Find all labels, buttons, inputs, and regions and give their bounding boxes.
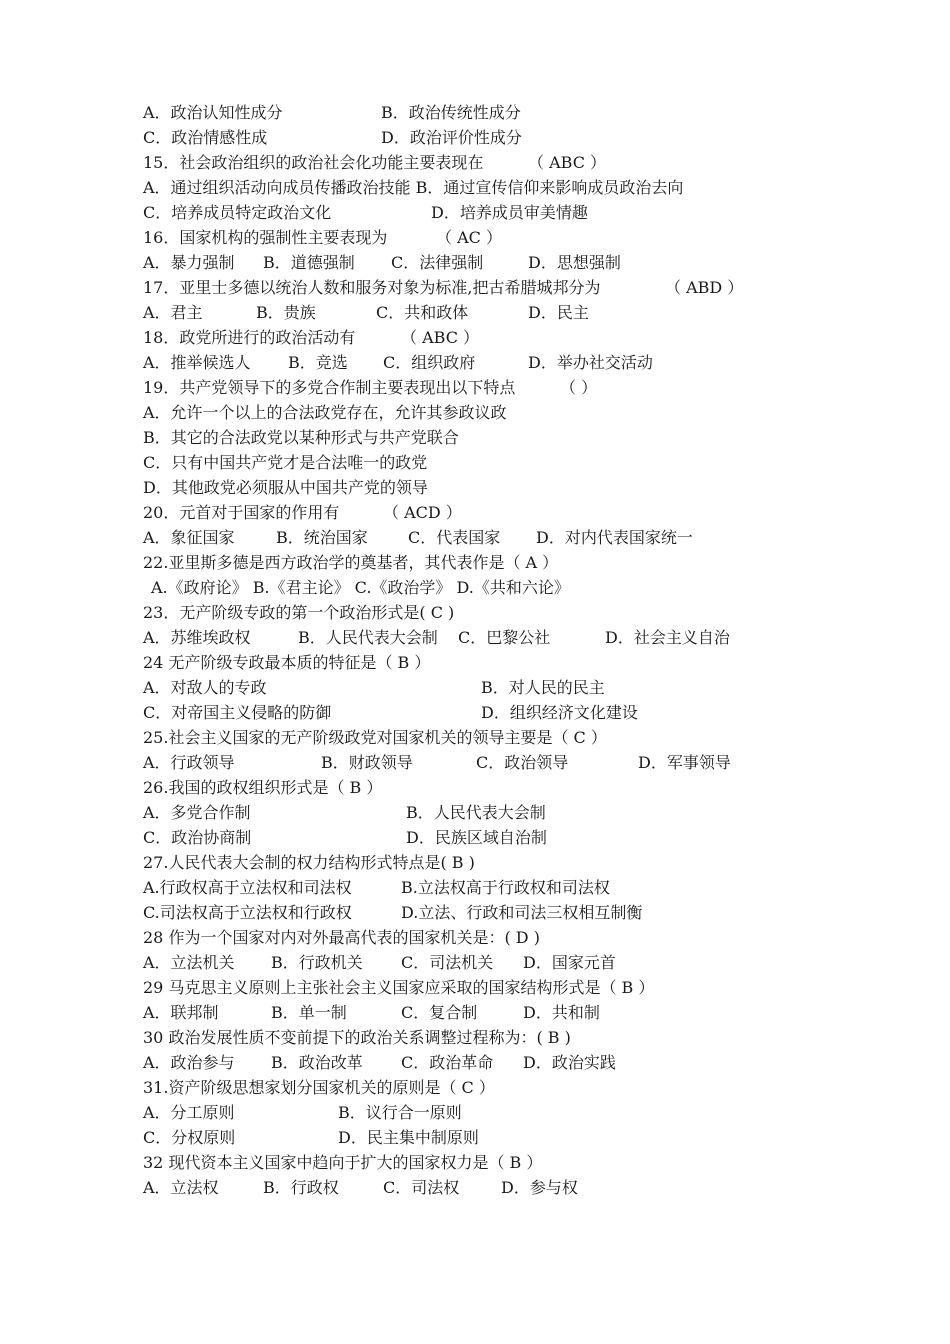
question-text: 23．无产阶级专政的第一个政治形式是( C ) (143, 603, 455, 622)
option-c: C．只有中国共产党才是合法唯一的政党 (143, 453, 428, 472)
options-ab: A．通过组织活动向成员传播政治技能 B．通过宣传信仰来影响成员政治去向 (143, 178, 684, 197)
option-b: B．人民代表大会制 (298, 628, 438, 647)
option-d: D．共和制 (523, 1003, 600, 1022)
option-c: C．法律强制 (391, 253, 484, 272)
question-text: 20．元首对于国家的作用有 (143, 503, 340, 522)
option-c: C.司法权高于立法权和行政权 (143, 903, 352, 922)
option-c: C．政治革命 (401, 1053, 494, 1072)
option-c: C．代表国家 (408, 528, 501, 547)
option-d: D．其他政党必须服从中国共产党的领导 (143, 478, 428, 497)
question-text: 16．国家机构的强制性主要表现为 (143, 228, 388, 247)
option-d: D．民主集中制原则 (338, 1128, 479, 1147)
option-d: D．对内代表国家统一 (536, 528, 693, 547)
option-a: A．分工原则 (143, 1103, 235, 1122)
option-d: D．政治评价性成分 (381, 128, 522, 147)
option-a: A.行政权高于立法权和司法权 (143, 878, 352, 897)
question-text: 32 现代资本主义国家中趋向于扩大的国家权力是（ B ） (143, 1153, 543, 1172)
option-a: A．推举候选人 (143, 353, 251, 372)
option-d: D．社会主义自治 (605, 628, 730, 647)
option-b: B．单一制 (271, 1003, 347, 1022)
option-b: B．财政领导 (321, 753, 413, 772)
option-b: B．对人民的民主 (481, 678, 605, 697)
options-row: A.《政府论》 B.《君主论》 C.《政治学》 D.《共和六论》 (151, 578, 570, 597)
answer-bracket: （ ABD ） (665, 278, 744, 297)
option-a: A．多党合作制 (143, 803, 251, 822)
option-c: C．司法权 (383, 1178, 460, 1197)
option-c: C．政治协商制 (143, 828, 252, 847)
option-b: B．统治国家 (276, 528, 368, 547)
option-a: A．行政领导 (143, 753, 235, 772)
option-b: B．竞选 (288, 353, 348, 372)
option-a: A．联邦制 (143, 1003, 219, 1022)
question-text: 27.人民代表大会制的权力结构形式特点是( B ) (143, 853, 475, 872)
option-a: A．政治认知性成分 (143, 103, 283, 122)
option-b: B．政治改革 (271, 1053, 363, 1072)
question-text: 22.亚里斯多德是西方政治学的奠基者，其代表作是（ A ） (143, 553, 559, 572)
option-c: C．司法机关 (401, 953, 494, 972)
option-c: C．培养成员特定政治文化 (143, 203, 332, 222)
option-c: C．复合制 (401, 1003, 478, 1022)
question-text: 15．社会政治组织的政治社会化功能主要表现在 (143, 153, 484, 172)
option-d: D．培养成员审美情趣 (431, 203, 588, 222)
option-a: A．立法机关 (143, 953, 235, 972)
option-b: B．政治传统性成分 (381, 103, 521, 122)
answer-bracket: （ AC ） (436, 228, 502, 247)
option-d: D．思想强制 (528, 253, 621, 272)
question-text: 25.社会主义国家的无产阶级政党对国家机关的领导主要是（ C ） (143, 728, 607, 747)
option-b: B．其它的合法政党以某种形式与共产党联合 (143, 428, 459, 447)
option-d: D．民主 (528, 303, 589, 322)
option-b: B．议行合一原则 (338, 1103, 462, 1122)
question-text: 31.资产阶级思想家划分国家机关的原则是（ C ） (143, 1078, 495, 1097)
option-a: A．象征国家 (143, 528, 235, 547)
option-d: D．举办社交活动 (528, 353, 653, 372)
option-c: C．政治情感性成 (143, 128, 268, 147)
option-b: B．道德强制 (263, 253, 355, 272)
option-c: C．对帝国主义侵略的防御 (143, 703, 332, 722)
option-d: D．军事领导 (638, 753, 731, 772)
option-b: B.立法权高于行政权和司法权 (401, 878, 610, 897)
question-text: 29 马克思主义原则上主张社会主义国家应采取的国家结构形式是（ B ） (143, 978, 655, 997)
option-a: A．苏维埃政权 (143, 628, 251, 647)
option-d: D．政治实践 (523, 1053, 616, 1072)
question-text: 19．共产党领导下的多党合作制主要表现出以下特点 (143, 378, 516, 397)
option-c: C．政治领导 (476, 753, 569, 772)
option-d: D.立法、行政和司法三权相互制衡 (401, 903, 643, 922)
option-c: C．组织政府 (383, 353, 476, 372)
question-text: 24 无产阶级专政最本质的特征是（ B ） (143, 653, 431, 672)
option-b: B．行政权 (263, 1178, 339, 1197)
option-c: C．共和政体 (376, 303, 469, 322)
answer-bracket: （ ABC ） (528, 153, 607, 172)
question-text: 26.我国的政权组织形式是（ B ） (143, 778, 383, 797)
question-text: 30 政治发展性质不变前提下的政治关系调整过程称为：( B ) (143, 1028, 571, 1047)
option-a: A．允许一个以上的合法政党存在，允许其参政议政 (143, 403, 507, 422)
option-b: B．贵族 (256, 303, 316, 322)
option-b: B．人民代表大会制 (406, 803, 546, 822)
option-b: B．行政机关 (271, 953, 363, 972)
option-a: A．暴力强制 (143, 253, 235, 272)
option-c: C．巴黎公社 (458, 628, 551, 647)
option-d: D．民族区域自治制 (406, 828, 547, 847)
option-a: A．立法权 (143, 1178, 219, 1197)
answer-bracket: （ ） (560, 378, 598, 397)
question-text: 18．政党所进行的政治活动有 (143, 328, 356, 347)
option-a: A．君主 (143, 303, 203, 322)
answer-bracket: （ ABC ） (401, 328, 480, 347)
option-a: A．政治参与 (143, 1053, 235, 1072)
question-text: 17．亚里士多德以统治人数和服务对象为标准,把古希腊城邦分为 (143, 278, 601, 297)
option-d: D．参与权 (501, 1178, 578, 1197)
option-d: D．组织经济文化建设 (481, 703, 638, 722)
answer-bracket: （ ACD ） (383, 503, 462, 522)
question-text: 28 作为一个国家对内对外最高代表的国家机关是：( D ) (143, 928, 540, 947)
option-a: A．对敌人的专政 (143, 678, 267, 697)
option-d: D．国家元首 (523, 953, 616, 972)
option-c: C．分权原则 (143, 1128, 236, 1147)
